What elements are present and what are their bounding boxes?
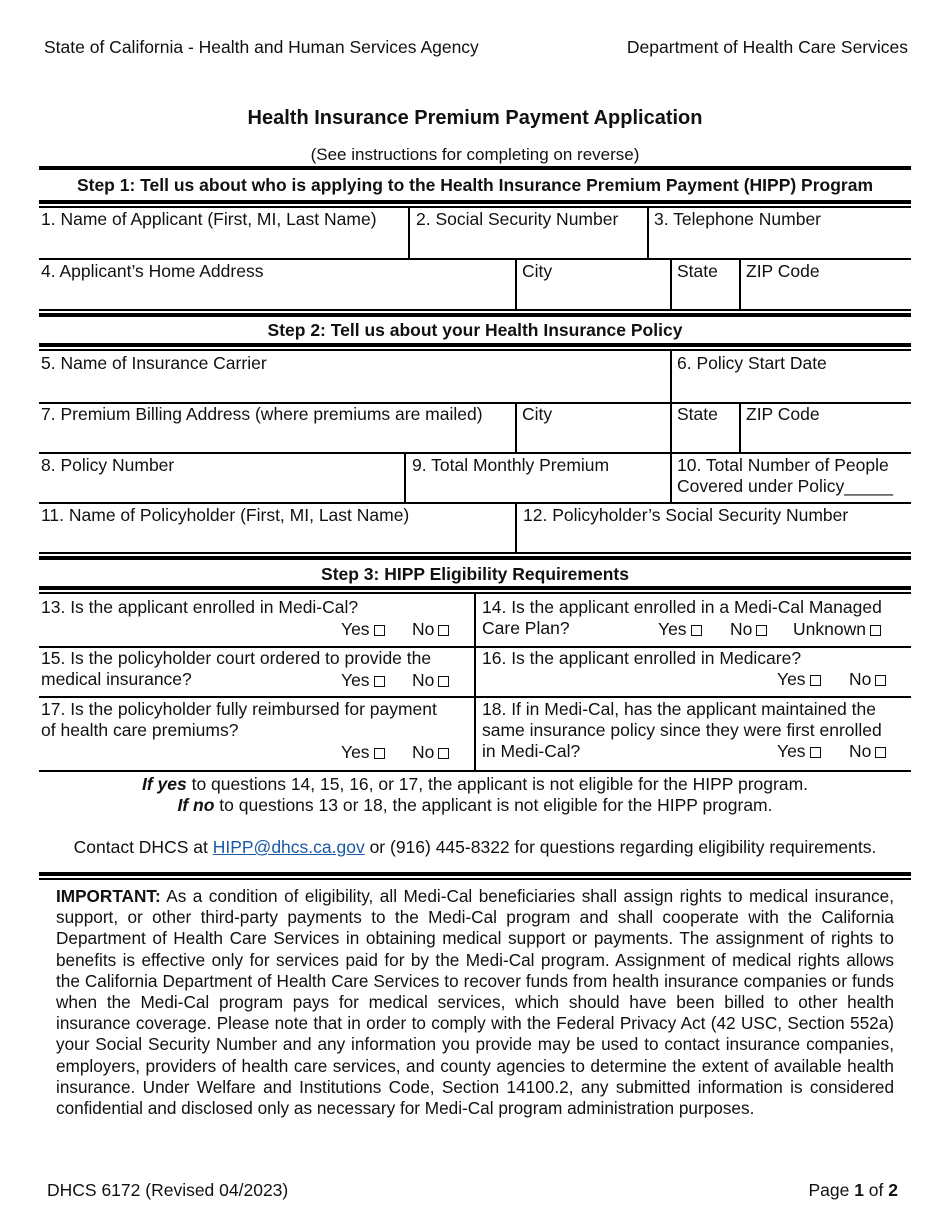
question-15: 15. Is the policyholder court ordered to provide the [41, 648, 432, 668]
policy-start-date-field[interactable]: 6. Policy Start Date [677, 353, 827, 373]
contact-before: Contact DHCS at [73, 837, 213, 857]
divider [739, 259, 741, 309]
agency-name: State of California - Health and Human Services Agency [44, 37, 479, 57]
q14-yes-option[interactable] [658, 619, 702, 640]
q14-no-option[interactable] [730, 619, 767, 640]
yes-label: Yes [777, 669, 806, 689]
rule [39, 166, 911, 170]
no-label: No [412, 619, 435, 639]
q17-no-option[interactable] [412, 742, 449, 763]
yes-label: Yes [658, 619, 687, 639]
ssn-field[interactable]: 2. Social Security Number [416, 209, 619, 229]
divider [647, 207, 649, 258]
billing-zip-field[interactable]: ZIP Code [746, 404, 820, 424]
q16-yes-option[interactable] [777, 669, 821, 690]
rule [39, 502, 911, 504]
applicant-name-field[interactable]: 1. Name of Applicant (First, MI, Last Name) [41, 209, 377, 229]
divider [670, 403, 672, 452]
unknown-label: Unknown [793, 619, 866, 639]
notice-yes-text: to questions 14, 15, 16, or 17, the applicant is not eligible for the HIPP program. [186, 774, 809, 794]
billing-city-field[interactable]: City [522, 404, 553, 424]
q13-yes-checkbox[interactable] [374, 625, 385, 636]
page-number [808, 1180, 898, 1201]
page-current: 1 [854, 1180, 864, 1200]
notice-yes-emphasis: If yes [141, 774, 187, 794]
people-covered-field-line2: Covered under Policy_____ [677, 476, 893, 496]
no-label: No [412, 742, 435, 762]
question-18: 18. If in Medi-Cal, has the applicant maintained the [482, 699, 876, 719]
question-17-line2: of health care premiums? [41, 720, 239, 740]
form-subtitle: (See instructions for completing on reverse) [310, 145, 640, 164]
eligibility-notice-yes [0, 774, 950, 795]
rule [39, 586, 911, 590]
form-title: Health Insurance Premium Payment Application [247, 107, 703, 129]
q13-no-checkbox[interactable] [438, 625, 449, 636]
question-16: 16. Is the applicant enrolled in Medicare? [482, 648, 802, 668]
contact-line [0, 837, 950, 858]
page-total: 2 [888, 1180, 898, 1200]
q15-yes-checkbox[interactable] [374, 676, 385, 687]
rule [39, 343, 911, 347]
divider [474, 593, 476, 770]
policyholder-ssn-field[interactable]: 12. Policyholder’s Social Security Number [523, 505, 849, 525]
no-label: No [849, 669, 872, 689]
rule [39, 770, 911, 772]
q18-yes-option[interactable] [777, 741, 821, 762]
divider [515, 259, 517, 309]
notice-no-emphasis: If no [177, 795, 215, 815]
question-14-line2: Care Plan? [482, 618, 570, 638]
step2-heading: Step 2: Tell us about your Health Insurance Policy [267, 320, 683, 340]
q15-yes-option[interactable] [341, 670, 385, 691]
notice-no-text: to questions 13 or 18, the applicant is not eligible for the HIPP program. [214, 795, 773, 815]
important-label: IMPORTANT: [56, 886, 161, 906]
page-mid: of [863, 1180, 889, 1200]
question-18-line2: same insurance policy since they were first enrolled [482, 720, 882, 740]
no-label: No [412, 670, 435, 690]
rule [39, 206, 911, 208]
important-text: As a condition of eligibility, all Medi-Cal beneficiaries shall assign rights to medical insurance, support, or other third-party payments to the Medi-Cal program and shall cooperate with the California Department of Health Care Services in obtaining medical support or payments. The assignment of rights to benefits is effective only for services paid for by the Medi-Cal program. Assignment of medical rights allows the California Department of Health Care Services to recover funds from health insurance companies or funds when the Medi-Cal program pays for medical services, which should have been billed to other health insurance coverage. Please note that in order to comply with the Federal Privacy Act (42 USC, Section 552a) your Social Security Number and any information you provide may be used to contact insurance companies, employers, providers of health care services, and county agencies to determine the extent of available health insurance. Under Welfare and Institutions Code, Section 14100.2, any submitted information is considered confidential and disclosed only as necessary for Medi-Cal program administration purposes. [56, 886, 894, 1119]
q16-yes-checkbox[interactable] [810, 675, 821, 686]
telephone-field[interactable]: 3. Telephone Number [654, 209, 822, 229]
billing-state-field[interactable]: State [677, 404, 718, 424]
q14-no-checkbox[interactable] [756, 625, 767, 636]
rule [39, 452, 911, 454]
policyholder-name-field[interactable]: 11. Name of Policyholder (First, MI, Last Name) [41, 505, 410, 525]
rule [39, 200, 911, 204]
city-field[interactable]: City [522, 261, 553, 281]
divider [739, 403, 741, 452]
divider [670, 350, 672, 402]
no-label: No [849, 741, 872, 761]
q17-no-checkbox[interactable] [438, 748, 449, 759]
divider [515, 503, 517, 552]
q18-yes-checkbox[interactable] [810, 747, 821, 758]
rule [39, 309, 911, 311]
q14-unknown-checkbox[interactable] [870, 625, 881, 636]
q16-no-option[interactable] [849, 669, 886, 690]
rule [39, 696, 911, 698]
question-13: 13. Is the applicant enrolled in Medi-Cal? [41, 597, 359, 617]
q17-yes-option[interactable] [341, 742, 385, 763]
rule [39, 349, 911, 351]
rule [39, 872, 911, 876]
rule [39, 258, 911, 260]
q15-no-checkbox[interactable] [438, 676, 449, 687]
no-label: No [730, 619, 753, 639]
yes-label: Yes [341, 670, 370, 690]
q16-no-checkbox[interactable] [875, 675, 886, 686]
contact-after: or (916) 445-8322 for questions regarding eligibility requirements. [364, 837, 877, 857]
q14-yes-checkbox[interactable] [691, 625, 702, 636]
monthly-premium-field[interactable]: 9. Total Monthly Premium [412, 455, 610, 475]
q13-yes-option[interactable] [341, 619, 385, 640]
email-link[interactable]: HIPP@dhcs.ca.gov [212, 837, 365, 857]
divider [408, 207, 410, 258]
policy-number-field[interactable]: 8. Policy Number [41, 455, 175, 475]
page-prefix: Page [808, 1180, 855, 1200]
question-15-line2: medical insurance? [41, 669, 192, 689]
step1-heading: Step 1: Tell us about who is applying to the Health Insurance Premium Payment (HIPP) Program [76, 175, 874, 195]
q14-unknown-option[interactable] [793, 619, 881, 640]
yes-label: Yes [341, 742, 370, 762]
important-notice [56, 886, 894, 1119]
form-id: DHCS 6172 (Revised 04/2023) [47, 1180, 289, 1200]
q17-yes-checkbox[interactable] [374, 748, 385, 759]
people-covered-field[interactable]: 10. Total Number of People [677, 455, 889, 475]
yes-label: Yes [341, 619, 370, 639]
zip-field[interactable]: ZIP Code [746, 261, 820, 281]
step3-heading: Step 3: HIPP Eligibility Requirements [321, 564, 629, 584]
rule [39, 878, 911, 880]
rule [39, 552, 911, 554]
billing-address-field[interactable]: 7. Premium Billing Address (where premiums are mailed) [41, 404, 483, 424]
department-name: Department of Health Care Services [626, 37, 908, 57]
divider [515, 403, 517, 452]
rule [39, 313, 911, 317]
q15-no-option[interactable] [412, 670, 449, 691]
q18-no-option[interactable] [849, 741, 886, 762]
rule [39, 556, 911, 560]
question-14: 14. Is the applicant enrolled in a Medi-Cal Managed [482, 597, 882, 617]
question-18-line3: in Medi-Cal? [482, 741, 581, 761]
insurance-carrier-field[interactable]: 5. Name of Insurance Carrier [41, 353, 267, 373]
eligibility-notice-no [0, 795, 950, 816]
home-address-field[interactable]: 4. Applicant’s Home Address [41, 261, 264, 281]
divider [404, 453, 406, 502]
divider [670, 259, 672, 309]
q18-no-checkbox[interactable] [875, 747, 886, 758]
q13-no-option[interactable] [412, 619, 449, 640]
yes-label: Yes [777, 741, 806, 761]
question-17: 17. Is the policyholder fully reimbursed for payment [41, 699, 437, 719]
state-field[interactable]: State [677, 261, 718, 281]
divider [670, 453, 672, 502]
